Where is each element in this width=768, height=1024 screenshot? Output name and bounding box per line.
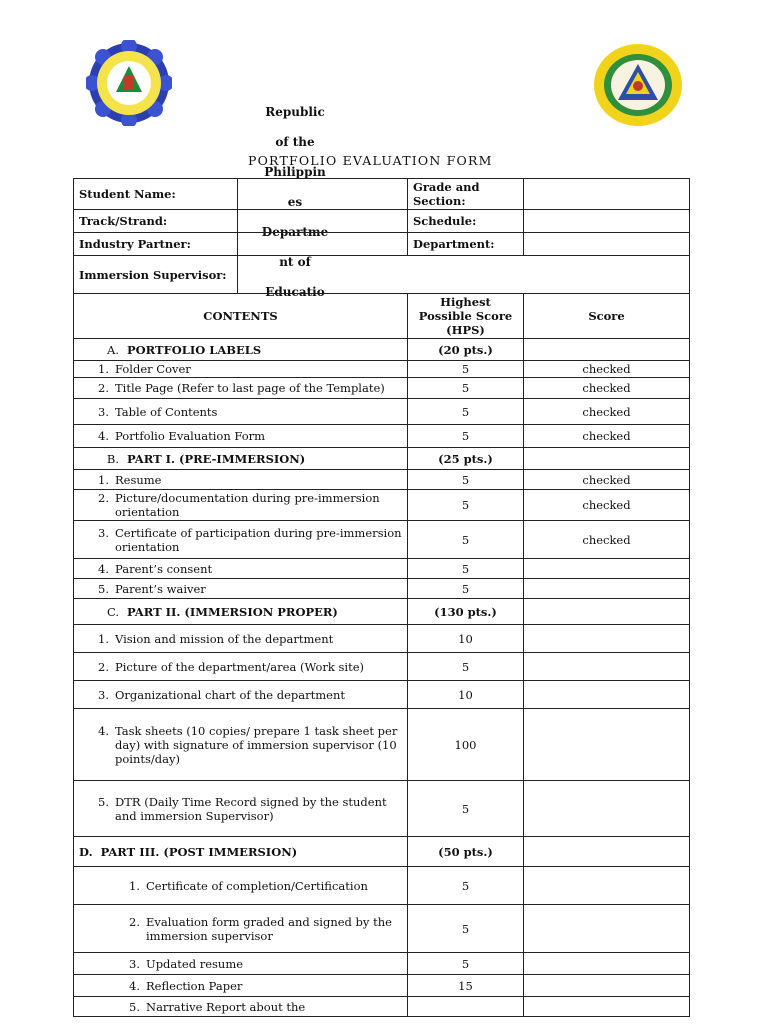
item-number: 3. <box>98 525 109 540</box>
section-title <box>74 599 408 625</box>
evaluation-table <box>73 178 690 1017</box>
item-text: Folder Cover <box>115 362 191 376</box>
item-description <box>74 425 408 448</box>
item-row <box>74 559 690 579</box>
item-number: 4. <box>98 561 109 576</box>
item-text: Certificate of completion/Certification <box>146 878 368 893</box>
item-row <box>74 781 690 837</box>
item-text: Title Page (Refer to last page of the Template) <box>115 381 385 395</box>
item-row <box>74 579 690 599</box>
item-score[interactable] <box>524 997 690 1017</box>
item-number: 2. <box>98 381 109 395</box>
item-hps: 10 <box>408 681 524 709</box>
section-title <box>74 448 408 470</box>
item-score[interactable]: checked <box>524 425 690 448</box>
department-field[interactable] <box>524 233 690 256</box>
item-description <box>74 781 408 837</box>
item-hps: 5 <box>408 399 524 425</box>
section-points: (50 pts.) <box>408 837 524 867</box>
item-number: 3. <box>129 956 140 971</box>
item-description <box>74 905 408 953</box>
item-score[interactable]: checked <box>524 490 690 521</box>
item-row <box>74 378 690 399</box>
item-row <box>74 975 690 997</box>
item-hps <box>408 997 524 1017</box>
hps-header: Highest Possible Score (HPS) <box>408 294 524 339</box>
form-title: PORTFOLIO EVALUATION FORM <box>248 153 493 168</box>
item-number: 2. <box>129 914 140 929</box>
item-score[interactable] <box>524 579 690 599</box>
section-score-cell[interactable] <box>524 837 690 867</box>
item-hps: 100 <box>408 709 524 781</box>
section-letter: C. <box>106 604 119 619</box>
immersion-supervisor-field[interactable] <box>238 256 690 294</box>
division-of-pasig-city-logo <box>592 42 684 128</box>
item-hps: 5 <box>408 781 524 837</box>
item-number: 3. <box>98 687 109 702</box>
item-hps: 5 <box>408 559 524 579</box>
item-score[interactable] <box>524 953 690 975</box>
item-score[interactable]: checked <box>524 361 690 378</box>
item-description <box>74 997 408 1017</box>
schedule-label: Schedule: <box>408 210 524 233</box>
item-hps: 5 <box>408 953 524 975</box>
item-text: Parent’s consent <box>115 561 213 576</box>
item-description <box>74 521 408 559</box>
item-score[interactable]: checked <box>524 378 690 399</box>
item-hps: 5 <box>408 905 524 953</box>
item-row <box>74 361 690 378</box>
item-text: Evaluation form graded and signed by the immersion supervisor <box>146 914 392 943</box>
item-score[interactable] <box>524 681 690 709</box>
header-line: Educatio <box>265 285 325 299</box>
item-description <box>74 653 408 681</box>
section-score-cell[interactable] <box>524 448 690 470</box>
item-hps: 15 <box>408 975 524 997</box>
item-hps: 5 <box>408 361 524 378</box>
header-line: nt of <box>279 255 311 269</box>
item-description <box>74 470 408 490</box>
score-header: Score <box>524 294 690 339</box>
section-title <box>74 339 408 361</box>
item-hps: 5 <box>408 579 524 599</box>
item-text: Reflection Paper <box>146 978 243 993</box>
grade-section-field[interactable] <box>524 179 690 210</box>
item-hps: 5 <box>408 653 524 681</box>
immersion-supervisor-label: Immersion Supervisor: <box>74 256 238 294</box>
item-row <box>74 521 690 559</box>
school-seal-logo <box>86 40 172 126</box>
item-text: DTR (Daily Time Record signed by the student and immersion Supervisor) <box>115 794 387 823</box>
track-strand-field[interactable] <box>238 210 408 233</box>
item-hps: 5 <box>408 521 524 559</box>
section-title <box>74 837 408 867</box>
header-line: es <box>287 195 303 209</box>
section-title-text: PART III. (POST IMMERSION) <box>100 844 298 859</box>
item-number: 5. <box>129 999 140 1014</box>
item-score[interactable]: checked <box>524 521 690 559</box>
item-hps: 5 <box>408 490 524 521</box>
item-hps: 5 <box>408 425 524 448</box>
item-number: 2. <box>98 659 109 674</box>
item-description <box>74 378 408 399</box>
item-description <box>74 399 408 425</box>
item-number: 5. <box>98 581 109 596</box>
section-letter: A. <box>107 342 119 357</box>
contents-header: CONTENTS <box>74 294 408 339</box>
item-text: Certificate of participation during pre-immersion orientation <box>115 525 402 554</box>
header-line: Departme <box>261 225 329 239</box>
item-description <box>74 559 408 579</box>
item-score[interactable] <box>524 625 690 653</box>
item-text: Portfolio Evaluation Form <box>115 429 266 443</box>
item-row <box>74 681 690 709</box>
item-text: Picture/documentation during pre-immersion orientation <box>115 491 380 519</box>
item-row <box>74 867 690 905</box>
item-number: 4. <box>129 978 140 993</box>
section-letter: D. <box>79 844 93 859</box>
section-points: (25 pts.) <box>408 448 524 470</box>
item-text: Picture of the department/area (Work site) <box>115 659 365 674</box>
item-text: Updated resume <box>146 956 244 971</box>
item-row <box>74 709 690 781</box>
item-text: Vision and mission of the department <box>115 631 334 646</box>
item-score[interactable] <box>524 709 690 781</box>
item-score[interactable] <box>524 975 690 997</box>
sections-body <box>74 339 690 1017</box>
section-row <box>74 837 690 867</box>
item-row <box>74 399 690 425</box>
item-number: 1. <box>98 362 109 376</box>
item-row <box>74 953 690 975</box>
schedule-field[interactable] <box>524 210 690 233</box>
track-strand-label: Track/Strand: <box>74 210 238 233</box>
section-title-text: PORTFOLIO LABELS <box>127 342 262 357</box>
item-score[interactable] <box>524 905 690 953</box>
item-text: Table of Contents <box>115 404 218 419</box>
item-score[interactable]: checked <box>524 399 690 425</box>
item-description <box>74 709 408 781</box>
header-line: Philippin <box>264 165 326 179</box>
section-points: (20 pts.) <box>408 339 524 361</box>
item-number: 1. <box>98 472 109 487</box>
item-row <box>74 425 690 448</box>
item-row <box>74 653 690 681</box>
grade-section-label: Grade and Section: <box>408 179 524 210</box>
item-score[interactable]: checked <box>524 470 690 490</box>
item-description <box>74 867 408 905</box>
item-description <box>74 975 408 997</box>
item-text: Parent’s waiver <box>115 581 206 596</box>
section-score-cell[interactable] <box>524 339 690 361</box>
item-text: Resume <box>115 472 162 487</box>
section-title-text: PART II. (IMMERSION PROPER) <box>127 604 338 619</box>
item-number: 4. <box>98 723 109 738</box>
item-description <box>74 579 408 599</box>
student-name-label: Student Name: <box>74 179 238 210</box>
item-description <box>74 490 408 521</box>
section-points: (130 pts.) <box>408 599 524 625</box>
item-text: Narrative Report about the <box>146 999 306 1014</box>
industry-partner-field[interactable] <box>238 233 408 256</box>
department-label: Department: <box>408 233 524 256</box>
header-line: Republic <box>265 105 325 119</box>
section-title-text: PART I. (PRE-IMMERSION) <box>127 451 306 466</box>
item-number: 1. <box>98 631 109 646</box>
item-hps: 5 <box>408 470 524 490</box>
section-letter: B. <box>106 451 119 466</box>
item-hps: 5 <box>408 867 524 905</box>
item-row <box>74 490 690 521</box>
item-score[interactable] <box>524 653 690 681</box>
student-name-field[interactable] <box>238 179 408 210</box>
item-number: 5. <box>98 794 109 809</box>
item-description <box>74 625 408 653</box>
item-text: Organizational chart of the department <box>115 687 346 702</box>
item-row <box>74 625 690 653</box>
header-line: of the <box>275 135 315 149</box>
item-description <box>74 361 408 378</box>
section-row <box>74 599 690 625</box>
item-hps: 5 <box>408 378 524 399</box>
item-row <box>74 997 690 1017</box>
item-score[interactable] <box>524 867 690 905</box>
item-number: 3. <box>98 404 109 419</box>
item-number: 4. <box>98 429 109 443</box>
item-text: Task sheets (10 copies/ prepare 1 task sheet per day) with signature of immersion supervisor (10 points/day) <box>115 723 398 766</box>
item-description <box>74 953 408 975</box>
item-number: 2. <box>98 491 109 505</box>
section-row <box>74 339 690 361</box>
item-score[interactable] <box>524 559 690 579</box>
item-row <box>74 905 690 953</box>
section-score-cell[interactable] <box>524 599 690 625</box>
item-row <box>74 470 690 490</box>
item-hps: 10 <box>408 625 524 653</box>
section-row <box>74 448 690 470</box>
industry-partner-label: Industry Partner: <box>74 233 238 256</box>
item-number: 1. <box>129 878 140 893</box>
item-score[interactable] <box>524 781 690 837</box>
item-description <box>74 681 408 709</box>
